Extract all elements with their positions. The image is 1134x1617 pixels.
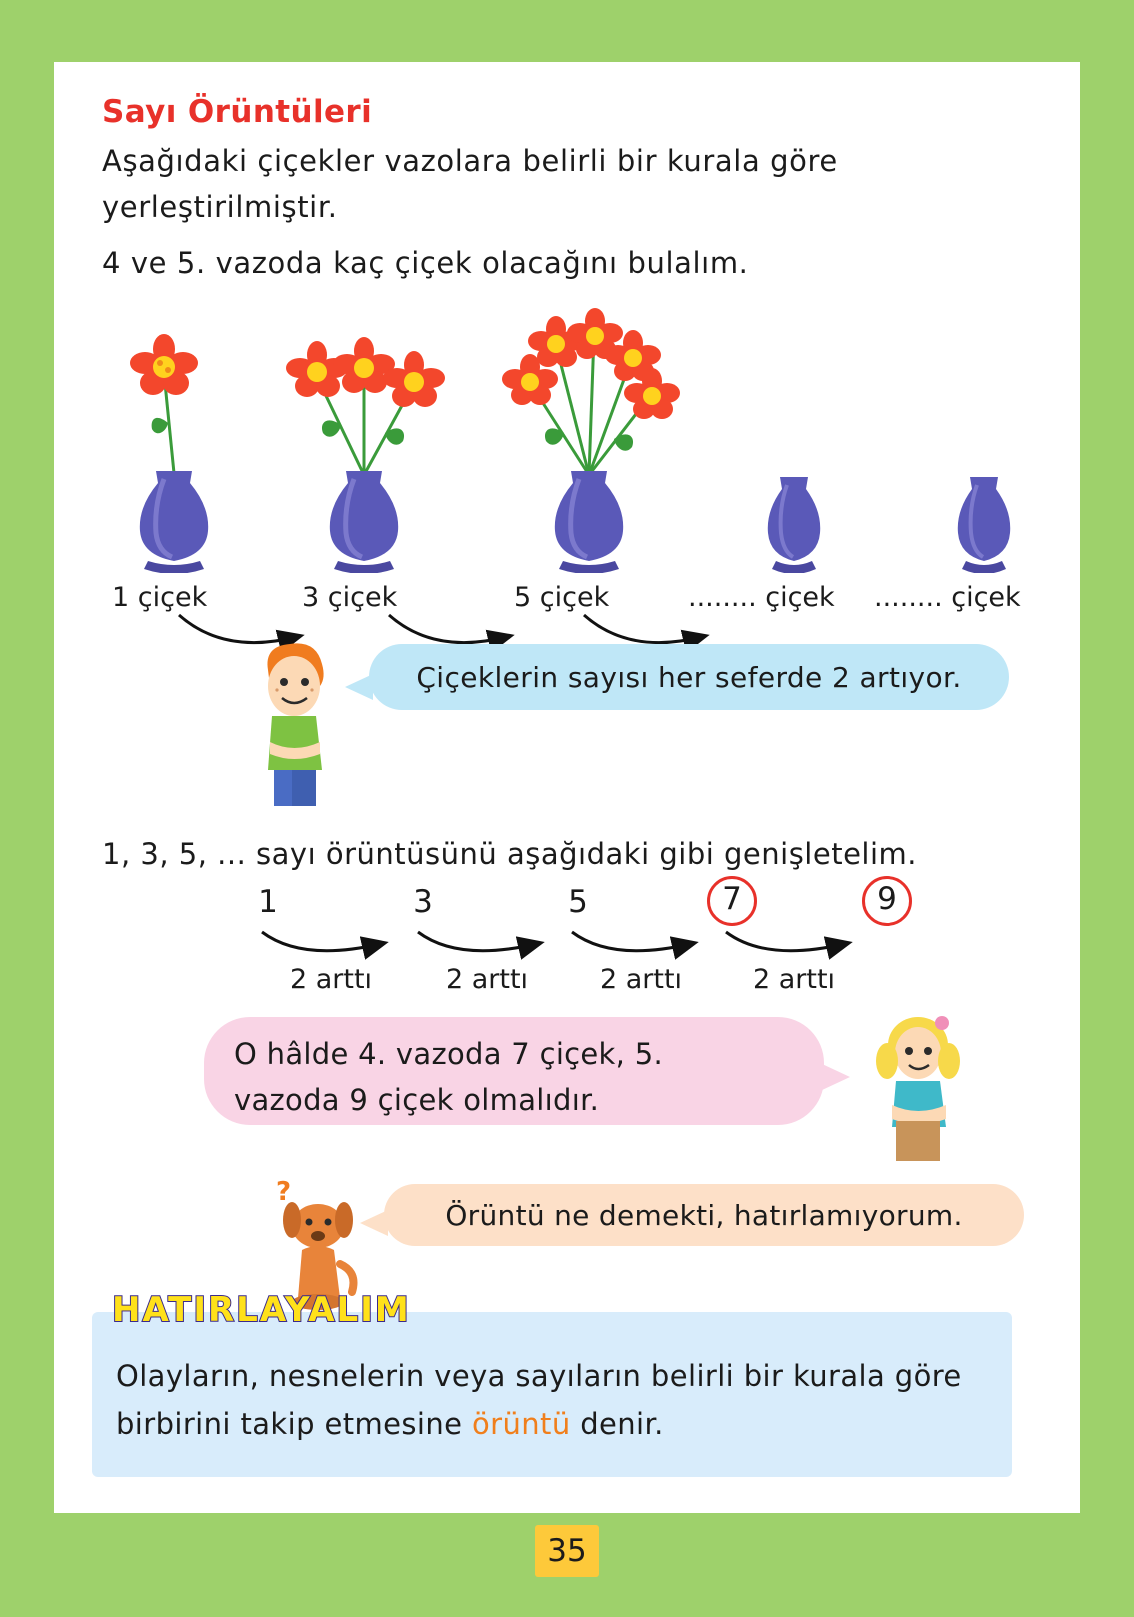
vases-illustration bbox=[84, 287, 1044, 577]
number-pattern bbox=[184, 881, 984, 1014]
question-mark-icon: ? bbox=[276, 1177, 292, 1207]
pattern-number-3: 5 bbox=[568, 884, 588, 920]
vase-with-3-flowers bbox=[269, 293, 459, 573]
vase-label-3: 5 çiçek bbox=[514, 582, 610, 613]
page-border-top bbox=[0, 0, 1134, 62]
pattern-step-2: 2 arttı bbox=[445, 964, 529, 995]
boy-character bbox=[224, 634, 374, 814]
boy-speech-area bbox=[174, 634, 1054, 814]
vase-with-5-flowers bbox=[494, 293, 684, 573]
pattern-number-2: 3 bbox=[413, 884, 433, 920]
page-content bbox=[54, 62, 1080, 1513]
vase-label-4: ........ çiçek bbox=[688, 582, 835, 613]
vase-icon bbox=[958, 477, 1010, 573]
empty-vase-5 bbox=[914, 293, 1054, 573]
vase-group-2 bbox=[269, 293, 409, 577]
boy-speech-bubble: Çiçeklerin sayısı her seferde 2 artıyor. bbox=[369, 644, 1009, 710]
girl-speech-line-2: vazoda 9 çiçek olmalıdır. bbox=[234, 1083, 600, 1117]
vase-group-5 bbox=[914, 293, 1054, 577]
task-paragraph: 4 ve 5. vazoda kaç çiçek olacağını bulalım. bbox=[102, 246, 749, 280]
vase-icon bbox=[555, 471, 623, 573]
girl-speech-bubble bbox=[204, 1017, 824, 1125]
page-border-right bbox=[1080, 0, 1134, 1617]
dog-speech-bubble: Örüntü ne demekti, hatırlamıyorum. bbox=[384, 1184, 1024, 1246]
vase-label-2: 3 çiçek bbox=[302, 582, 398, 613]
pattern-number-1: 1 bbox=[258, 884, 278, 920]
page-border-left bbox=[0, 0, 54, 1617]
pattern-number-4: 7 bbox=[707, 876, 757, 926]
vase-icon bbox=[768, 477, 820, 573]
vase-label-5: ........ çiçek bbox=[874, 582, 1021, 613]
empty-vase-4 bbox=[724, 293, 864, 573]
page-number: 35 bbox=[535, 1525, 599, 1577]
vase-icon bbox=[330, 471, 398, 573]
flower-icon bbox=[130, 334, 198, 395]
remember-title: HATIRLAYALIM bbox=[112, 1290, 411, 1330]
vase-with-1-flower bbox=[104, 293, 244, 573]
remember-text-part2: denir. bbox=[570, 1407, 664, 1441]
vase-group-4 bbox=[724, 293, 864, 577]
vase-group-3 bbox=[494, 293, 634, 577]
girl-character bbox=[854, 1009, 984, 1174]
remember-text bbox=[116, 1352, 996, 1448]
vase-icon bbox=[140, 471, 208, 573]
pattern-step-3: 2 arttı bbox=[599, 964, 683, 995]
pattern-number-5: 9 bbox=[862, 876, 912, 926]
pattern-step-1: 2 arttı bbox=[289, 964, 373, 995]
girl-speech-line-1: O hâlde 4. vazoda 7 çiçek, 5. bbox=[234, 1037, 663, 1071]
section-heading: Sayı Örüntüleri bbox=[102, 94, 373, 130]
pattern-step-4: 2 arttı bbox=[752, 964, 836, 995]
girl-speech-area bbox=[174, 1017, 1054, 1192]
remember-text-part1: Olayların, nesnelerin veya sayıların belirli bir kurala göre birbirini takip etmesine bbox=[116, 1359, 962, 1441]
intro-paragraph: Aşağıdaki çiçekler vazolara belirli bir kurala göre yerleştirilmiştir. bbox=[102, 144, 838, 224]
vase-label-1: 1 çiçek bbox=[112, 582, 208, 613]
remember-highlight: örüntü bbox=[472, 1407, 571, 1441]
vase-group-1 bbox=[104, 293, 244, 577]
pattern-instruction: 1, 3, 5, ... sayı örüntüsünü aşağıdaki gibi genişletelim. bbox=[102, 837, 917, 871]
